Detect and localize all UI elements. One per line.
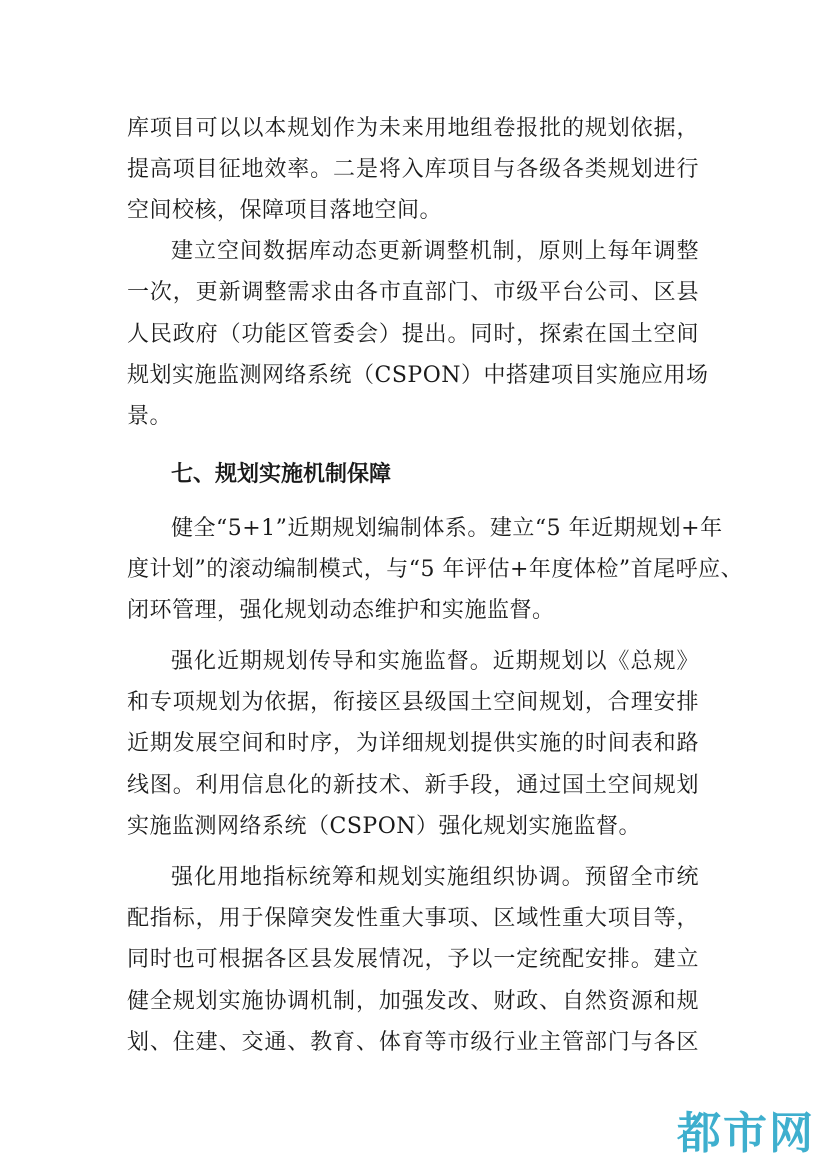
section-heading: 七、规划实施机制保障: [171, 462, 392, 487]
paragraph-line: 提高项目征地效率。二是将入库项目与各级各类规划进行: [127, 157, 699, 182]
paragraph-line: 空间校核，保障项目落地空间。: [127, 198, 443, 223]
paragraph-line: 近期发展空间和时序，为详细规划提供实施的时间表和路: [127, 731, 699, 756]
paragraph-line: 景。: [127, 404, 173, 429]
paragraph-line: 人民政府（功能区管委会）提出。同时，探索在国土空间: [127, 322, 699, 347]
paragraph-line: 健全规划实施协调机制，加强发改、财政、自然资源和规: [127, 989, 699, 1014]
paragraph-line: 闭环管理，强化规划动态维护和实施监督。: [127, 598, 555, 623]
paragraph-line: 线图。利用信息化的新技术、新手段，通过国土空间规划: [127, 773, 699, 798]
paragraph-line: 配指标，用于保障突发性重大事项、区域性重大项目等，: [127, 906, 699, 931]
paragraph-line: 规划实施监测网络系统（CSPON）中搭建项目实施应用场: [127, 363, 709, 388]
paragraph-line: 一次，更新调整需求由各市直部门、市级平台公司、区县: [127, 280, 699, 305]
paragraph-line: 强化近期规划传导和实施监督。近期规划以《总规》: [171, 649, 699, 674]
paragraph-line: 度计划”的滚动编制模式，与“5 年评估+年度体检”首尾呼应、: [127, 557, 744, 582]
paragraph-line: 库项目可以以本规划作为未来用地组卷报批的规划依据，: [127, 116, 699, 141]
paragraph-line: 实施监测网络系统（CSPON）强化规划实施监督。: [127, 814, 641, 839]
watermark-logo: 都市网: [677, 1108, 815, 1159]
paragraph-line: 强化用地指标统筹和规划实施组织协调。预留全市统: [171, 865, 699, 890]
paragraph-line: 建立空间数据库动态更新调整机制，原则上每年调整: [171, 239, 699, 264]
paragraph-line: 同时也可根据各区县发展情况，予以一定统配安排。建立: [127, 947, 699, 972]
paragraph-line: 和专项规划为依据，衔接区县级国土空间规划，合理安排: [127, 690, 699, 715]
paragraph-line: 健全“5+1”近期规划编制体系。建立“5 年近期规划+年: [171, 516, 723, 541]
paragraph-line: 划、住建、交通、教育、体育等市级行业主管部门与各区: [127, 1030, 699, 1055]
